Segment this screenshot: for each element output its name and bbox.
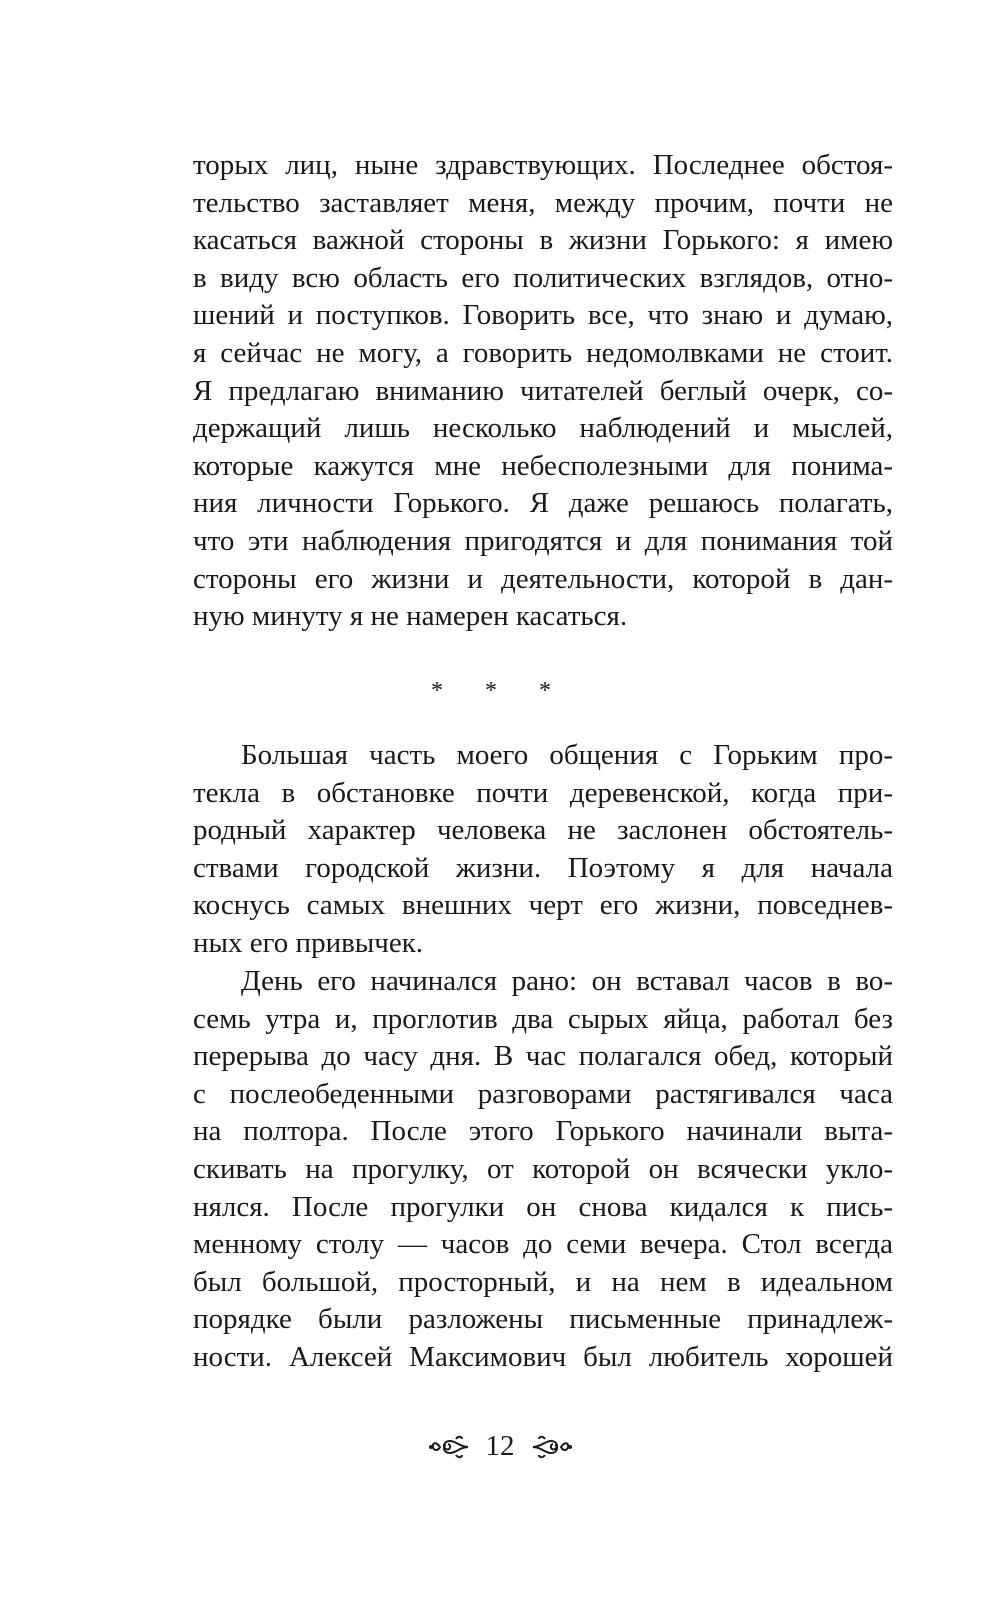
text-line: торых лиц, ныне здравствующих. Последнее обстоя- [193, 149, 893, 181]
text-line: с послеобеденными разговорами растягивался часа [193, 1077, 893, 1110]
text-line: Большая часть моего общения с Горьким про- [241, 739, 893, 771]
text-line: коснусь самых внешних черт его жизни, повседнев- [193, 889, 893, 922]
text-line: нялся. После прогулки он снова кидался к пись- [193, 1190, 893, 1223]
text-line: я сейчас не могу, а говорить недомолвками не стоит. [193, 336, 893, 369]
text-line: Я предлагаю вниманию читателей беглый очерк, со- [193, 374, 893, 407]
text-line: семь утра и, проглотив два сырых яйца, работал без [193, 1002, 893, 1035]
text-line: перерыва до часу дня. В час полагался обед, который [193, 1040, 893, 1073]
text-line: ности. Алексей Максимович был любитель хорошей [193, 1340, 893, 1373]
text-line: скивать на прогулку, от которой он всячески укло- [193, 1152, 893, 1185]
section-separator: * * * [431, 678, 569, 704]
text-line: что эти наблюдения пригодятся и для понимания той [193, 524, 893, 557]
paragraph-2 [193, 963, 893, 1377]
paragraph-1 [193, 737, 893, 963]
right-ornament-icon [529, 1433, 573, 1461]
left-ornament-icon [428, 1433, 472, 1461]
text-line: ных его привычек. [193, 926, 424, 959]
page-footer [0, 1430, 1000, 1463]
text-line: текла в обстановке почти деревенской, когда при- [193, 776, 893, 809]
text-line: тельство заставляет меня, между прочим, почти не [193, 186, 893, 219]
text-line: менному столу — часов до семи вечера. Стол всегда [193, 1228, 893, 1261]
text-line: которые кажутся мне небесполезными для понима- [193, 449, 893, 482]
text-line: держащий лишь несколько наблюдений и мыслей, [193, 412, 893, 445]
page-number: 12 [485, 1430, 515, 1462]
text-line: ния личности Горького. Я даже решаюсь полагать, [193, 487, 893, 520]
text-line: ную минуту я не намерен касаться. [193, 600, 628, 633]
text-line: порядке были разложены письменные принадлеж- [193, 1303, 893, 1336]
paragraph-continuation [193, 147, 893, 636]
text-line: День его начинался рано: он вставал часов в во- [241, 965, 893, 997]
text-line: ствами городской жизни. Поэтому я для начала [193, 851, 893, 884]
text-line: шений и поступков. Говорить все, что знаю и думаю, [193, 299, 893, 332]
text-line: на полтора. После этого Горького начинали выта- [193, 1115, 893, 1148]
text-line: в виду всю область его политических взглядов, отно- [193, 261, 893, 294]
text-line: касаться важной стороны в жизни Горького: я имею [193, 224, 893, 257]
text-line: был большой, просторный, и на нем в идеальном [193, 1265, 893, 1298]
text-line: родный характер человека не заслонен обстоятель- [193, 814, 893, 847]
text-line: стороны его жизни и деятельности, которой в дан- [193, 562, 893, 595]
